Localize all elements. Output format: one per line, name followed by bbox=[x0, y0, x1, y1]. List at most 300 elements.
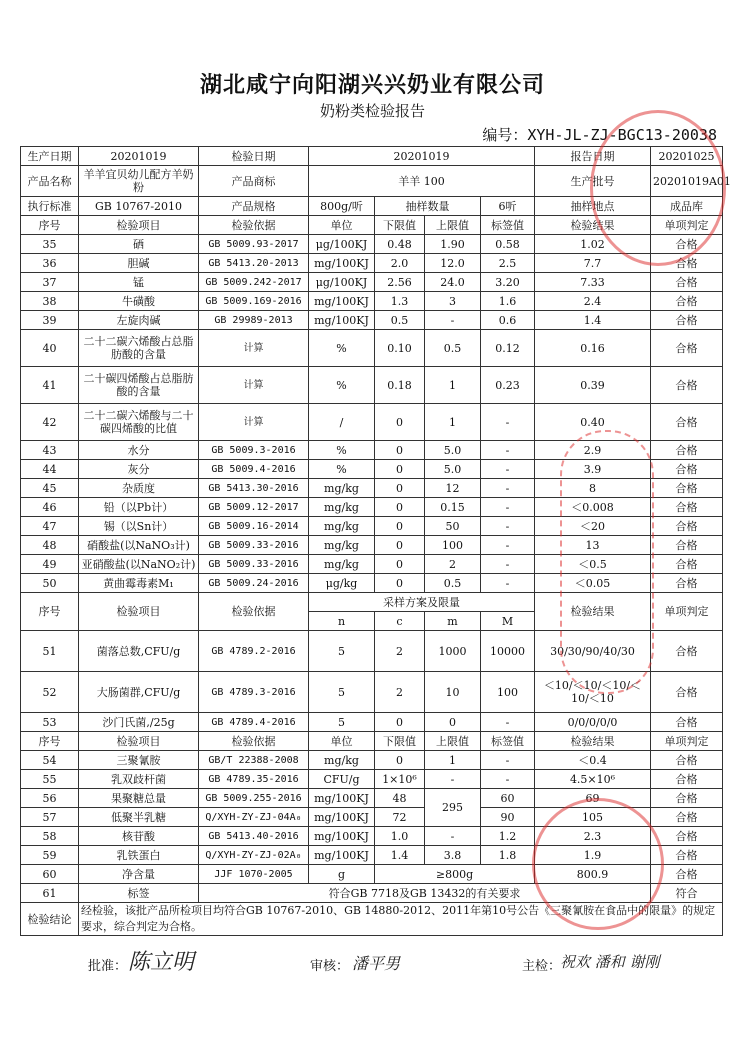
table-row bbox=[21, 441, 723, 460]
test-item: 左旋肉碱 bbox=[79, 311, 199, 330]
test-basis: GB 5413.30-2016 bbox=[199, 479, 309, 498]
column-header: 检验结果 bbox=[535, 732, 651, 751]
test-basis: Q/XYH-ZY-ZJ-04A₀ bbox=[199, 808, 309, 827]
label-value: - bbox=[481, 479, 535, 498]
table-row bbox=[21, 574, 723, 593]
table-row bbox=[21, 292, 723, 311]
column-header: 检验依据 bbox=[199, 216, 309, 235]
test-item: 锰 bbox=[79, 273, 199, 292]
micro-no: 52 bbox=[21, 672, 79, 713]
sampling-param-header: c bbox=[375, 612, 425, 631]
judgement: 符合 bbox=[651, 884, 723, 903]
column-header: 检验依据 bbox=[199, 732, 309, 751]
upper-limit: 3 bbox=[425, 292, 481, 311]
micro-m: 0 bbox=[425, 713, 481, 732]
prod-date: 20201019 bbox=[79, 147, 199, 166]
micro-basis: GB 4789.3-2016 bbox=[199, 672, 309, 713]
test-basis: GB 5009.33-2016 bbox=[199, 555, 309, 574]
unit: mg/kg bbox=[309, 479, 375, 498]
unit: mg/kg bbox=[309, 536, 375, 555]
unit: CFU/g bbox=[309, 770, 375, 789]
label-value: 3.20 bbox=[481, 273, 535, 292]
unit: mg/100KJ bbox=[309, 254, 375, 273]
row-number: 42 bbox=[21, 404, 79, 441]
column-header: 序号 bbox=[21, 593, 79, 631]
micro-c: 2 bbox=[375, 672, 425, 713]
inspect-label: 主检： bbox=[522, 959, 562, 974]
test-date-label: 检验日期 bbox=[199, 147, 309, 166]
judgement: 合格 bbox=[651, 808, 723, 827]
test-result: 13 bbox=[535, 536, 651, 555]
upper-limit: 1 bbox=[425, 367, 481, 404]
test-item: 锡（以Sn计） bbox=[79, 517, 199, 536]
judgement: 合格 bbox=[651, 770, 723, 789]
test-basis: GB 5009.242-2017 bbox=[199, 273, 309, 292]
upper-limit: 1.90 bbox=[425, 235, 481, 254]
lower-limit: 0 bbox=[375, 517, 425, 536]
row-number: 40 bbox=[21, 330, 79, 367]
unit: % bbox=[309, 441, 375, 460]
upper-limit: 12 bbox=[425, 479, 481, 498]
label-value: - bbox=[481, 536, 535, 555]
row-number: 55 bbox=[21, 770, 79, 789]
judgement: 合格 bbox=[651, 311, 723, 330]
test-item: 亚硝酸盐(以NaNO₂计) bbox=[79, 555, 199, 574]
judgement: 合格 bbox=[651, 555, 723, 574]
sample-place-label: 抽样地点 bbox=[535, 197, 651, 216]
table-row bbox=[21, 460, 723, 479]
label-value: - bbox=[481, 404, 535, 441]
judgement: 合格 bbox=[651, 292, 723, 311]
upper-limit: 5.0 bbox=[425, 441, 481, 460]
column-header: 下限值 bbox=[375, 732, 425, 751]
upper-limit: 295 bbox=[425, 789, 481, 827]
test-basis: GB 5413.20-2013 bbox=[199, 254, 309, 273]
column-header: 单项判定 bbox=[651, 593, 723, 631]
test-item: 低聚半乳糖 bbox=[79, 808, 199, 827]
conclusion-text: 经检验，该批产品所检项目均符合GB 10767-2010、GB 14880-2012、2011年第10号公告《三聚氰胺在食品中的限量》的规定要求，综合判定为合格。 bbox=[79, 903, 723, 936]
label-value: 2.5 bbox=[481, 254, 535, 273]
judgement: 合格 bbox=[651, 330, 723, 367]
micro-basis: GB 4789.4-2016 bbox=[199, 713, 309, 732]
label-value: - bbox=[481, 555, 535, 574]
upper-limit: - bbox=[425, 770, 481, 789]
lower-limit: 0 bbox=[375, 498, 425, 517]
unit: g bbox=[309, 865, 375, 884]
row-number: 47 bbox=[21, 517, 79, 536]
micro-M: 100 bbox=[481, 672, 535, 713]
row-number: 43 bbox=[21, 441, 79, 460]
test-basis: 计算 bbox=[199, 367, 309, 404]
table-row bbox=[21, 808, 723, 827]
table-row bbox=[21, 770, 723, 789]
judgement: 合格 bbox=[651, 441, 723, 460]
test-item: 二十二碳六烯酸占总脂肪酸的含量 bbox=[79, 330, 199, 367]
lower-limit: 0 bbox=[375, 404, 425, 441]
column-header: 单项判定 bbox=[651, 732, 723, 751]
sample-qty-label: 抽样数量 bbox=[375, 197, 481, 216]
test-basis: GB 5009.12-2017 bbox=[199, 498, 309, 517]
lower-limit: 1.4 bbox=[375, 846, 425, 865]
label-value: 90 bbox=[481, 808, 535, 827]
row-number: 36 bbox=[21, 254, 79, 273]
judgement: 合格 bbox=[651, 536, 723, 555]
test-basis: GB/T 22388-2008 bbox=[199, 751, 309, 770]
column-header: 上限值 bbox=[425, 216, 481, 235]
micro-no: 51 bbox=[21, 631, 79, 672]
test-result: 2.9 bbox=[535, 441, 651, 460]
micro-header-row-1 bbox=[21, 593, 723, 612]
column-header-row bbox=[21, 732, 723, 751]
unit: mg/100KJ bbox=[309, 808, 375, 827]
standard-label: 执行标准 bbox=[21, 197, 79, 216]
upper-limit: 0.5 bbox=[425, 574, 481, 593]
row-number: 44 bbox=[21, 460, 79, 479]
judgement: 合格 bbox=[651, 460, 723, 479]
micro-c: 0 bbox=[375, 713, 425, 732]
test-basis: GB 5009.3-2016 bbox=[199, 441, 309, 460]
test-item: 乳双歧杆菌 bbox=[79, 770, 199, 789]
test-item: 牛磺酸 bbox=[79, 292, 199, 311]
inspect-signature: 祝欢 潘和 谢刚 bbox=[560, 953, 660, 971]
label-value: 60 bbox=[481, 789, 535, 808]
test-date: 20201019 bbox=[309, 147, 535, 166]
judgement: 合格 bbox=[651, 235, 723, 254]
test-item: 铅（以Pb计） bbox=[79, 498, 199, 517]
label-value: 1.6 bbox=[481, 292, 535, 311]
unit: μg/100KJ bbox=[309, 235, 375, 254]
column-header: 上限值 bbox=[425, 732, 481, 751]
micro-result: 0/0/0/0/0 bbox=[535, 713, 651, 732]
row-number: 58 bbox=[21, 827, 79, 846]
lower-limit: 1×10⁶ bbox=[375, 770, 425, 789]
lower-limit: 0.10 bbox=[375, 330, 425, 367]
lower-limit: 2.56 bbox=[375, 273, 425, 292]
micro-judge: 合格 bbox=[651, 631, 723, 672]
column-header: 单位 bbox=[309, 732, 375, 751]
label-value: - bbox=[481, 498, 535, 517]
lower-limit: 0.18 bbox=[375, 367, 425, 404]
unit: % bbox=[309, 330, 375, 367]
judgement: 合格 bbox=[651, 367, 723, 404]
sample-place: 成品库 bbox=[651, 197, 723, 216]
approve-label: 批准： bbox=[88, 959, 128, 974]
judgement: 合格 bbox=[651, 574, 723, 593]
test-basis: GB 5009.33-2016 bbox=[199, 536, 309, 555]
test-basis: Q/XYH-ZY-ZJ-02A₀ bbox=[199, 846, 309, 865]
column-header: 标签值 bbox=[481, 732, 535, 751]
table-row bbox=[21, 846, 723, 865]
lower-limit: 0 bbox=[375, 479, 425, 498]
label-value: 1.2 bbox=[481, 827, 535, 846]
unit: μg/100KJ bbox=[309, 273, 375, 292]
test-result: 4.5×10⁶ bbox=[535, 770, 651, 789]
test-result: 69 bbox=[535, 789, 651, 808]
micro-n: 5 bbox=[309, 713, 375, 732]
test-basis: JJF 1070-2005 bbox=[199, 865, 309, 884]
row-number: 46 bbox=[21, 498, 79, 517]
lower-limit: 1.3 bbox=[375, 292, 425, 311]
unit: mg/100KJ bbox=[309, 827, 375, 846]
standard: GB 10767-2010 bbox=[79, 197, 199, 216]
micro-item: 菌落总数,CFU/g bbox=[79, 631, 199, 672]
batch: 20201019A01 bbox=[651, 166, 723, 197]
unit: mg/kg bbox=[309, 751, 375, 770]
test-result: 0.39 bbox=[535, 367, 651, 404]
label-value: 0.12 bbox=[481, 330, 535, 367]
test-result: 8 bbox=[535, 479, 651, 498]
test-item: 果聚糖总量 bbox=[79, 789, 199, 808]
document-number: 编号：XYH-JL-ZJ-BGC13-20038 bbox=[482, 126, 717, 144]
column-header: 检验结果 bbox=[535, 216, 651, 235]
table-row bbox=[21, 517, 723, 536]
table-row bbox=[21, 536, 723, 555]
header-row-1 bbox=[21, 147, 723, 166]
test-item: 二十二碳六烯酸与二十碳四烯酸的比值 bbox=[79, 404, 199, 441]
test-item: 黄曲霉毒素M₁ bbox=[79, 574, 199, 593]
row-number: 56 bbox=[21, 789, 79, 808]
judgement: 合格 bbox=[651, 404, 723, 441]
inspection-table bbox=[20, 146, 731, 936]
upper-limit: 24.0 bbox=[425, 273, 481, 292]
column-header: 检验项目 bbox=[79, 593, 199, 631]
lower-limit: 0 bbox=[375, 441, 425, 460]
lower-limit: 0 bbox=[375, 574, 425, 593]
test-result: 2.3 bbox=[535, 827, 651, 846]
row-number: 48 bbox=[21, 536, 79, 555]
test-basis: GB 5009.93-2017 bbox=[199, 235, 309, 254]
net-content-limit: ≥800g bbox=[375, 865, 535, 884]
table-row bbox=[21, 404, 723, 441]
unit: mg/kg bbox=[309, 517, 375, 536]
table-row bbox=[21, 479, 723, 498]
unit: mg/100KJ bbox=[309, 846, 375, 865]
lower-limit: 48 bbox=[375, 789, 425, 808]
upper-limit: 0.15 bbox=[425, 498, 481, 517]
column-header: 序号 bbox=[21, 732, 79, 751]
conclusion-row bbox=[21, 903, 723, 936]
test-item: 硒 bbox=[79, 235, 199, 254]
header-row-3 bbox=[21, 197, 723, 216]
micro-row bbox=[21, 672, 723, 713]
test-result: ＜0.5 bbox=[535, 555, 651, 574]
label-value: - bbox=[481, 574, 535, 593]
test-result: 7.33 bbox=[535, 273, 651, 292]
upper-limit: 2 bbox=[425, 555, 481, 574]
table-row bbox=[21, 235, 723, 254]
test-basis: GB 5009.4-2016 bbox=[199, 460, 309, 479]
micro-m: 10 bbox=[425, 672, 481, 713]
label-value: 0.6 bbox=[481, 311, 535, 330]
upper-limit: 3.8 bbox=[425, 846, 481, 865]
row-number: 38 bbox=[21, 292, 79, 311]
upper-limit: 100 bbox=[425, 536, 481, 555]
upper-limit: 12.0 bbox=[425, 254, 481, 273]
row-number: 35 bbox=[21, 235, 79, 254]
lower-limit: 1.0 bbox=[375, 827, 425, 846]
lower-limit: 0.5 bbox=[375, 311, 425, 330]
judgement: 合格 bbox=[651, 479, 723, 498]
label-value: 1.8 bbox=[481, 846, 535, 865]
test-basis: GB 4789.35-2016 bbox=[199, 770, 309, 789]
brand-label: 产品商标 bbox=[199, 166, 309, 197]
column-header: 单位 bbox=[309, 216, 375, 235]
table-row bbox=[21, 555, 723, 574]
company-name: 湖北咸宁向阳湖兴兴奶业有限公司 bbox=[199, 72, 545, 98]
unit: mg/100KJ bbox=[309, 292, 375, 311]
micro-judge: 合格 bbox=[651, 713, 723, 732]
unit: / bbox=[309, 404, 375, 441]
label-requirement: 符合GB 7718及GB 13432的有关要求 bbox=[199, 884, 651, 903]
upper-limit: 5.0 bbox=[425, 460, 481, 479]
column-header: 检验依据 bbox=[199, 593, 309, 631]
spec-label: 产品规格 bbox=[199, 197, 309, 216]
judgement: 合格 bbox=[651, 789, 723, 808]
lower-limit: 0 bbox=[375, 460, 425, 479]
column-header: 序号 bbox=[21, 216, 79, 235]
row-number: 59 bbox=[21, 846, 79, 865]
test-item: 三聚氰胺 bbox=[79, 751, 199, 770]
test-basis: GB 5009.16-2014 bbox=[199, 517, 309, 536]
judgement: 合格 bbox=[651, 751, 723, 770]
sample-qty: 6听 bbox=[481, 197, 535, 216]
spec: 800g/听 bbox=[309, 197, 375, 216]
table-row bbox=[21, 827, 723, 846]
product-name-label: 产品名称 bbox=[21, 166, 79, 197]
label-value: - bbox=[481, 517, 535, 536]
label-value: - bbox=[481, 770, 535, 789]
product-name: 羊羊宜贝幼儿配方羊奶粉 bbox=[79, 166, 199, 197]
review-signature: 潘平男 bbox=[352, 954, 401, 973]
table-row bbox=[21, 498, 723, 517]
label-value: - bbox=[481, 441, 535, 460]
review-label: 审核： bbox=[310, 959, 350, 974]
sampling-plan-header: 采样方案及限量 bbox=[309, 593, 535, 612]
test-result: 800.9 bbox=[535, 865, 651, 884]
judgement: 合格 bbox=[651, 273, 723, 292]
table-row bbox=[21, 311, 723, 330]
micro-item: 沙门氏菌,/25g bbox=[79, 713, 199, 732]
table-row bbox=[21, 751, 723, 770]
lower-limit: 2.0 bbox=[375, 254, 425, 273]
test-basis: 计算 bbox=[199, 330, 309, 367]
unit: mg/kg bbox=[309, 555, 375, 574]
table-row bbox=[21, 330, 723, 367]
lower-limit: 0.48 bbox=[375, 235, 425, 254]
judgement: 合格 bbox=[651, 517, 723, 536]
column-header: 检验项目 bbox=[79, 216, 199, 235]
test-result: ＜0.05 bbox=[535, 574, 651, 593]
test-basis: GB 29989-2013 bbox=[199, 311, 309, 330]
test-result: 7.7 bbox=[535, 254, 651, 273]
micro-judge: 合格 bbox=[651, 672, 723, 713]
test-result: 3.9 bbox=[535, 460, 651, 479]
judgement: 合格 bbox=[651, 254, 723, 273]
signature-area bbox=[0, 945, 745, 985]
table-row bbox=[21, 273, 723, 292]
test-item: 水分 bbox=[79, 441, 199, 460]
test-item: 净含量 bbox=[79, 865, 199, 884]
table-row bbox=[21, 789, 723, 808]
judgement: 合格 bbox=[651, 827, 723, 846]
judgement: 合格 bbox=[651, 846, 723, 865]
sampling-param-header: M bbox=[481, 612, 535, 631]
row-number: 61 bbox=[21, 884, 79, 903]
unit: μg/kg bbox=[309, 574, 375, 593]
unit: mg/100KJ bbox=[309, 789, 375, 808]
test-result: 0.40 bbox=[535, 404, 651, 441]
column-header: 单项判定 bbox=[651, 216, 723, 235]
test-result: 0.16 bbox=[535, 330, 651, 367]
test-item: 硝酸盐(以NaNO₃计) bbox=[79, 536, 199, 555]
lower-limit: 0 bbox=[375, 751, 425, 770]
test-result: ＜0.008 bbox=[535, 498, 651, 517]
micro-row bbox=[21, 631, 723, 672]
test-item: 杂质度 bbox=[79, 479, 199, 498]
upper-limit: 1 bbox=[425, 404, 481, 441]
lower-limit: 0 bbox=[375, 555, 425, 574]
approve-signature: 陈立明 bbox=[128, 950, 195, 975]
row-number: 41 bbox=[21, 367, 79, 404]
sampling-param-header: n bbox=[309, 612, 375, 631]
column-header: 下限值 bbox=[375, 216, 425, 235]
lower-limit: 72 bbox=[375, 808, 425, 827]
test-result: ＜0.4 bbox=[535, 751, 651, 770]
test-basis: GB 5009.255-2016 bbox=[199, 789, 309, 808]
micro-item: 大肠菌群,CFU/g bbox=[79, 672, 199, 713]
column-header-row bbox=[21, 216, 723, 235]
unit: % bbox=[309, 367, 375, 404]
test-result: 1.02 bbox=[535, 235, 651, 254]
test-basis: GB 5009.24-2016 bbox=[199, 574, 309, 593]
label-value: 0.23 bbox=[481, 367, 535, 404]
unit: % bbox=[309, 460, 375, 479]
test-item: 乳铁蛋白 bbox=[79, 846, 199, 865]
row-number: 37 bbox=[21, 273, 79, 292]
row-number: 39 bbox=[21, 311, 79, 330]
micro-n: 5 bbox=[309, 631, 375, 672]
micro-c: 2 bbox=[375, 631, 425, 672]
micro-m: 1000 bbox=[425, 631, 481, 672]
label-row bbox=[21, 884, 723, 903]
report-title: 奶粉类检验报告 bbox=[319, 102, 425, 120]
lower-limit: 0 bbox=[375, 536, 425, 555]
test-basis: GB 5009.169-2016 bbox=[199, 292, 309, 311]
test-item: 胆碱 bbox=[79, 254, 199, 273]
sampling-param-header: m bbox=[425, 612, 481, 631]
conclusion-label: 检验结论 bbox=[21, 903, 79, 936]
table-row bbox=[21, 254, 723, 273]
prod-date-label: 生产日期 bbox=[21, 147, 79, 166]
column-header: 检验项目 bbox=[79, 732, 199, 751]
judgement: 合格 bbox=[651, 498, 723, 517]
column-header: 标签值 bbox=[481, 216, 535, 235]
report-date: 20201025 bbox=[651, 147, 723, 166]
micro-no: 53 bbox=[21, 713, 79, 732]
label-value: - bbox=[481, 751, 535, 770]
test-result: ＜20 bbox=[535, 517, 651, 536]
label-value: - bbox=[481, 460, 535, 479]
row-number: 60 bbox=[21, 865, 79, 884]
unit: mg/kg bbox=[309, 498, 375, 517]
header-row-2 bbox=[21, 166, 723, 197]
batch-label: 生产批号 bbox=[535, 166, 651, 197]
micro-basis: GB 4789.2-2016 bbox=[199, 631, 309, 672]
micro-M: 10000 bbox=[481, 631, 535, 672]
column-header: 检验结果 bbox=[535, 593, 651, 631]
unit: mg/100KJ bbox=[309, 311, 375, 330]
test-basis: GB 5413.40-2016 bbox=[199, 827, 309, 846]
